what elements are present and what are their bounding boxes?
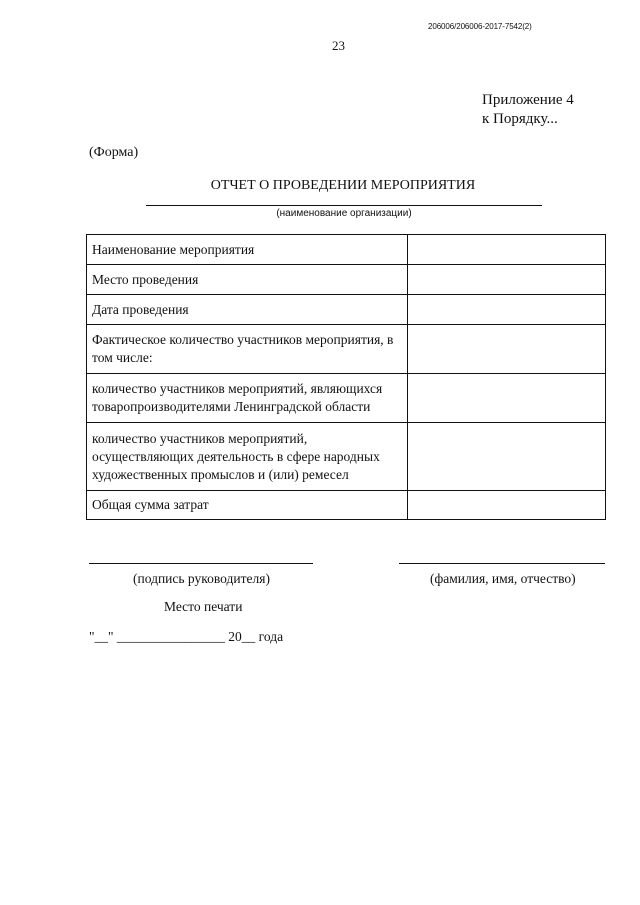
page-number: 23 — [332, 38, 345, 53]
row-value-cell[interactable] — [408, 491, 606, 520]
table-row — [87, 491, 606, 520]
report-table — [86, 234, 606, 520]
row-label: Место проведения — [87, 265, 408, 295]
appendix-line-2: к Порядку... — [482, 111, 558, 127]
row-label: Наименование мероприятия — [87, 235, 408, 265]
form-label: (Форма) — [89, 145, 139, 160]
table-row — [87, 374, 606, 423]
row-value-cell[interactable] — [408, 295, 606, 325]
row-value-cell[interactable] — [408, 235, 606, 265]
organization-caption: (наименование организации) — [276, 208, 412, 219]
table-row — [87, 325, 606, 374]
row-label: Общая сумма затрат — [87, 491, 408, 520]
row-label: количество участников мероприятий, осуществляющих деятельность в сфере народных художественных промыслов и (или) ремесел — [87, 423, 408, 491]
date-line: "__" ________________ 20__ года — [89, 629, 284, 644]
row-value-cell[interactable] — [408, 325, 606, 374]
row-value-cell[interactable] — [408, 374, 606, 423]
row-label: Фактическое количество участников мероприятия, в том числе: — [87, 325, 408, 374]
appendix-line-1: Приложение 4 — [482, 92, 574, 108]
row-label: количество участников мероприятий, являющихся товаропроизводителями Ленинградской области — [87, 374, 408, 423]
signature-line[interactable] — [89, 563, 313, 564]
document-title: ОТЧЕТ О ПРОВЕДЕНИИ МЕРОПРИЯТИЯ — [210, 178, 476, 193]
signature-caption: (подпись руководителя) — [133, 571, 270, 586]
organization-name-line — [146, 205, 542, 206]
table-row — [87, 423, 606, 491]
table-row — [87, 295, 606, 325]
appendix-reference — [482, 91, 574, 129]
table-row — [87, 235, 606, 265]
table-row — [87, 265, 606, 295]
row-label: Дата проведения — [87, 295, 408, 325]
full-name-caption: (фамилия, имя, отчество) — [430, 571, 576, 586]
seal-place-label: Место печати — [164, 599, 243, 614]
row-value-cell[interactable] — [408, 423, 606, 491]
row-value-cell[interactable] — [408, 265, 606, 295]
document-id: 206006/206006-2017-7542(2) — [428, 22, 532, 31]
full-name-line[interactable] — [399, 563, 605, 564]
